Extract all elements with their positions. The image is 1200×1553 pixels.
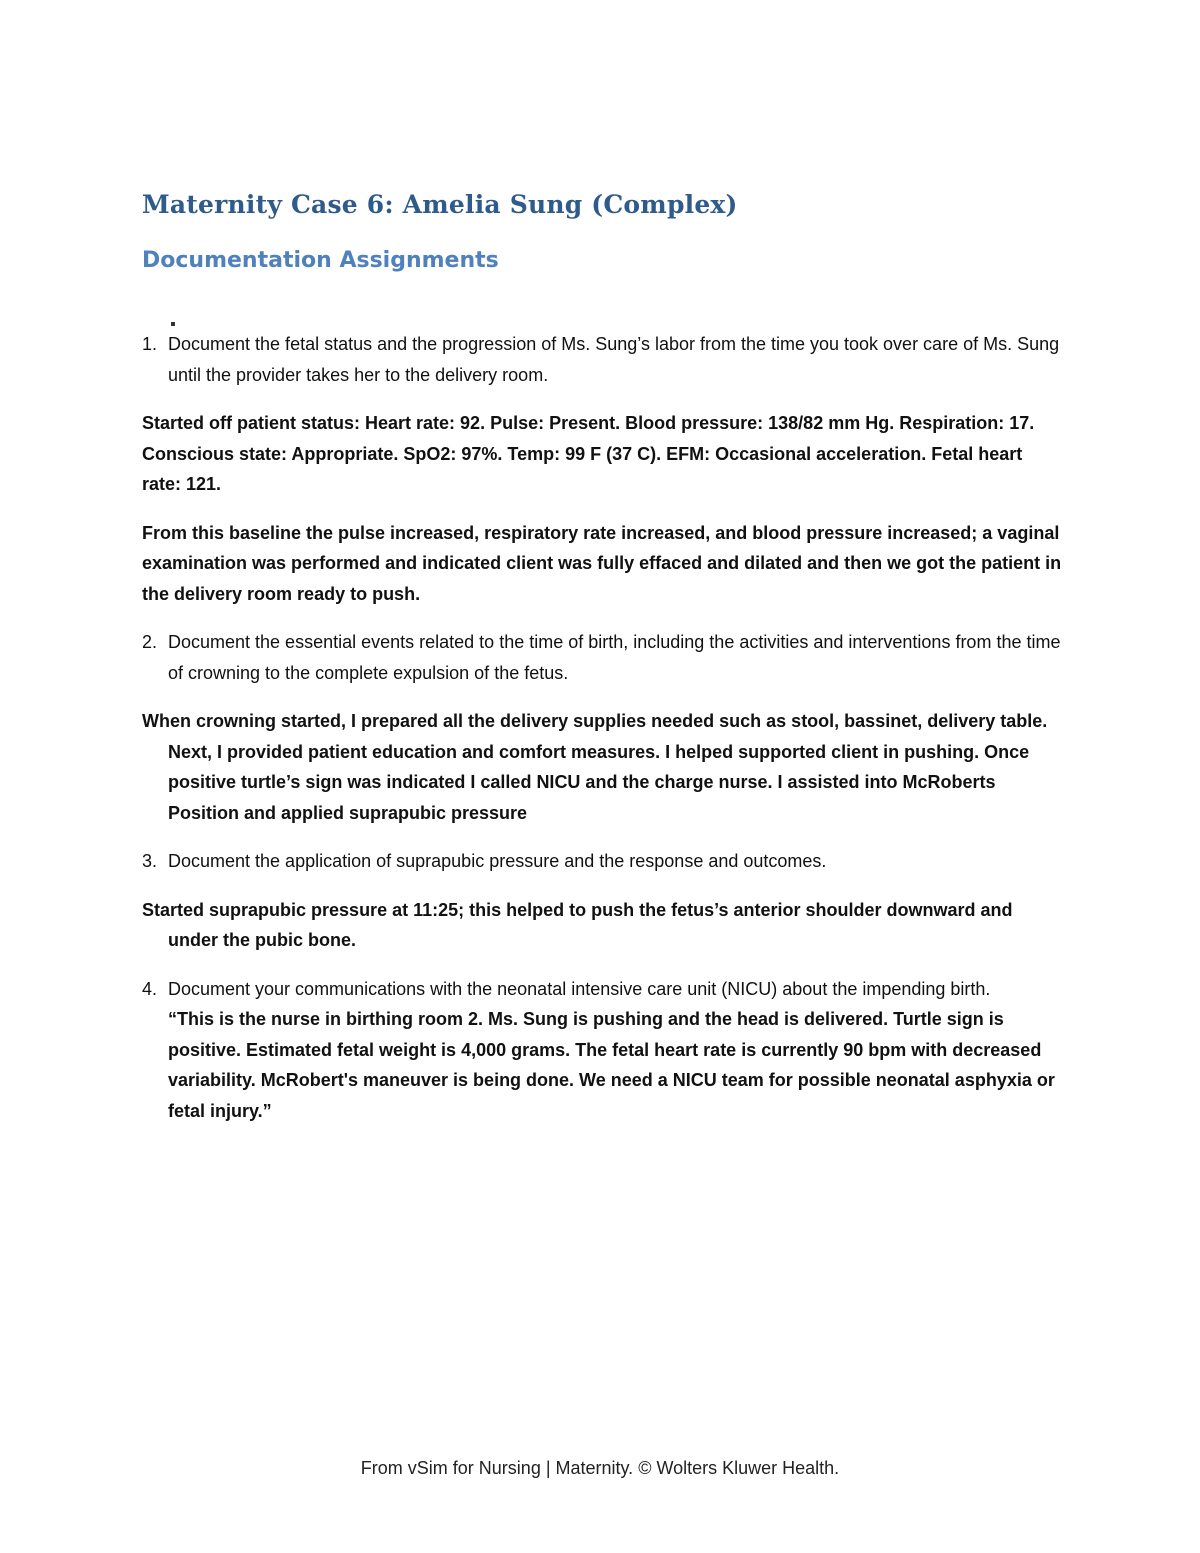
question-text: Document the fetal status and the progression of Ms. Sung’s labor from the time you took over care of Ms. Sung until the provider takes her to the delivery room. — [168, 334, 1060, 385]
stray-mark — [171, 322, 175, 326]
question-number: 2. — [142, 632, 158, 652]
question-3 — [142, 846, 1062, 877]
question-4 — [142, 974, 1062, 1127]
section-heading: Documentation Assignments — [142, 248, 499, 273]
question-1 — [142, 329, 1062, 390]
answer-1a: Started off patient status: Heart rate: 92. Pulse: Present. Blood pressure: 138/82 mm Hg. Respiration: 17. Conscious state: Appropriate. SpO2: 97%. Temp: 99 F (37 C). EFM: Occasional acceleration. Fetal heart rate: 121. — [142, 413, 1035, 494]
answer-4: “This is the nurse in birthing room 2. Ms. Sung is pushing and the head is delivered. Turtle sign is positive. Estimated fetal weight is 4,000 grams. The fetal heart rate is currently 90 bpm with decreased variability. McRobert's maneuver is being done. We need a NICU team for possible neonatal asphyxia or fetal injury.” — [168, 1009, 1055, 1121]
answer-3: Started suprapubic pressure at 11:25; this helped to push the fetus’s anterior shoulder downward and under the pubic bone. — [142, 899, 1013, 950]
document-title: Maternity Case 6: Amelia Sung (Complex) — [142, 190, 738, 219]
answer-2: When crowning started, I prepared all the delivery supplies needed such as stool, bassinet, delivery table. Next, I provided patient education and comfort measures. I helped supported client in pushing. Once positive turtle’s sign was indicated I called NICU and the charge nurse. I assisted into McRoberts Position and applied suprapubic pressure — [142, 711, 1048, 823]
question-text: Document the essential events related to the time of birth, including the activities and interventions from the time of crowning to the complete expulsion of the fetus. — [168, 632, 1061, 683]
page-footer: From vSim for Nursing | Maternity. © Wolters Kluwer Health. — [360, 1458, 840, 1478]
question-text: Document the application of suprapubic pressure and the response and outcomes. — [168, 851, 827, 871]
assignment-list — [142, 329, 1062, 1144]
question-number: 1. — [142, 334, 158, 354]
question-2 — [142, 627, 1062, 688]
answer-1b: From this baseline the pulse increased, respiratory rate increased, and blood pressure increased; a vaginal examination was performed and indicated client was fully effaced and dilated and then we got the patient in the delivery room ready to push. — [142, 522, 1062, 604]
question-number: 4. — [142, 978, 158, 999]
question-number: 3. — [142, 851, 158, 871]
question-text: Document your communications with the neonatal intensive care unit (NICU) about the impending birth. — [168, 978, 991, 999]
